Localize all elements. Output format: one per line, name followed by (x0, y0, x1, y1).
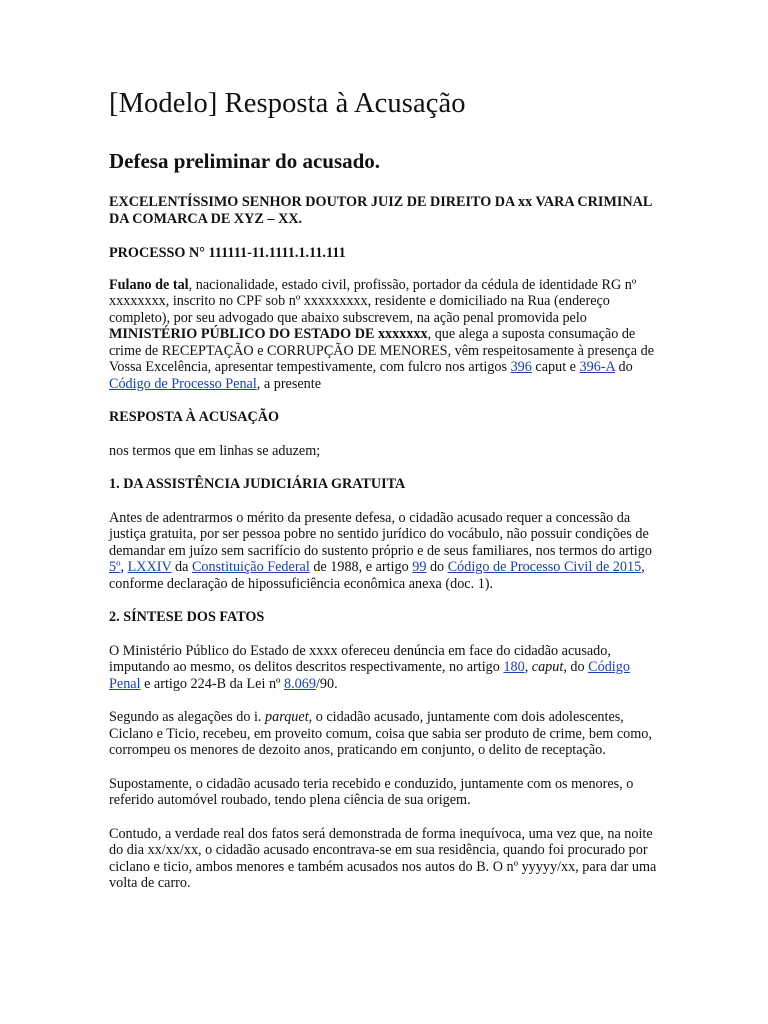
page-subtitle: Defesa preliminar do acusado. (109, 149, 381, 173)
process-number: PROCESSO N° 111111-11.1111.1.11.111 (109, 245, 346, 261)
link-codigo-processo-penal[interactable]: Código de Processo Penal (109, 375, 257, 392)
link-art-180[interactable]: 180 (503, 659, 525, 675)
section2-paragraph-3: Supostamente, o cidadão acusado teria recebido e conduzido, juntamente com os menores, o referido automóvel roubado, tendo plena ciência de sua origem. (109, 775, 634, 808)
caput-term: caput (531, 659, 564, 675)
court-header: EXCELENTÍSSIMO SENHOR DOUTOR JUIZ DE DIREITO DA xx VARA CRIMINAL DA COMARCA DE XYZ – XX. (109, 194, 652, 227)
link-art-396a[interactable]: 396-A (579, 359, 615, 375)
section1-paragraph: Antes de adentrarmos o mérito da presente defesa, o cidadão acusado requer a concessão da justiça gratuita, por ser pessoa pobre no sentido jurídico do vocábulo, não possuir condições de demandar em juízo sem sacrifício do sustento próprio e de seus familiares, nos termos do artigo 5º, LXXIV da Constituição Federal de 1988, e artigo 99 do Código de Processo Civil de 2015, conforme declaração de hipossuficiência econômica anexa (doc. 1). (109, 509, 652, 592)
link-codigo-processo-civil[interactable]: Código de Processo Civil de 2015 (447, 559, 642, 575)
response-heading: RESPOSTA À ACUSAÇÃO (109, 409, 280, 425)
prosecutor-name: MINISTÉRIO PÚBLICO DO ESTADO DE xxxxxxx (109, 326, 428, 342)
link-art-396[interactable]: 396 (510, 359, 532, 375)
link-constituicao-federal[interactable]: Constituição Federal (191, 559, 310, 575)
page-title: [Modelo] Resposta à Acusação (109, 88, 466, 119)
link-art-5[interactable]: 5º (109, 559, 121, 575)
link-art-99[interactable]: 99 (412, 559, 427, 575)
section2-paragraph-4: Contudo, a verdade real dos fatos será demonstrada de forma inequívoca, uma vez que, na noite do dia xx/xx/xx, o cidadão acusado encontrava-se em sua residência, quando foi procurado por ciclano e ticio, ambos menores e também acusados nos autos do B. O nº yyyyy/xx, para dar uma volta de carro. (109, 825, 657, 891)
link-codigo-penal[interactable]: Código Penal (109, 659, 630, 692)
intro-paragraph: Fulano de tal, nacionalidade, estado civil, profissão, portador da cédula de identidade RG nº xxxxxxxx, inscrito no CPF sob nº xxxxxxxxx, residente e domiciliado na Rua (endereço completo), por seu advogado que abaixo subscrevem, na ação penal promovida pelo MINISTÉRIO PÚBLICO DO ESTADO DE xxxxxxx, que alega a suposta consumação de crime de RECEPTAÇÃO e CORRUPÇÃO DE MENORES, vêm respeitosamente à presença de Vossa Excelência, apresentar tempestivamente, com fulcro nos artigos 396 caput e 396-A do Código de Processo Penal, a presente (109, 276, 654, 392)
link-lxxiv[interactable]: LXXIV (127, 559, 172, 575)
document-content (109, 84, 659, 892)
section2-heading: 2. SÍNTESE DOS FATOS (109, 609, 265, 625)
section1-heading: 1. DA ASSISTÊNCIA JUDICIÁRIA GRATUITA (109, 476, 406, 492)
terms-line: nos termos que em linhas se aduzem; (109, 442, 321, 459)
section2-paragraph-1: O Ministério Público do Estado de xxxx ofereceu denúncia em face do cidadão acusado, imputando ao mesmo, os delitos descritos respectivamente, no artigo 180, caput, do Código Penal e artigo 224-B da Lei nº 8.069/90. (109, 642, 630, 692)
link-lei-8069[interactable]: 8.069 (284, 675, 316, 692)
section2-paragraph-2: Segundo as alegações do i. parquet, o cidadão acusado, juntamente com dois adolescentes, Ciclano e Ticio, recebeu, em proveito comum, coisa que sabia ser produto de crime, bem como, corrompeu os menores de dezoito anos, praticando em conjunto, o delito de receptação. (109, 709, 652, 758)
parquet-term: parquet (265, 709, 309, 725)
defendant-name: Fulano de tal (109, 276, 189, 293)
